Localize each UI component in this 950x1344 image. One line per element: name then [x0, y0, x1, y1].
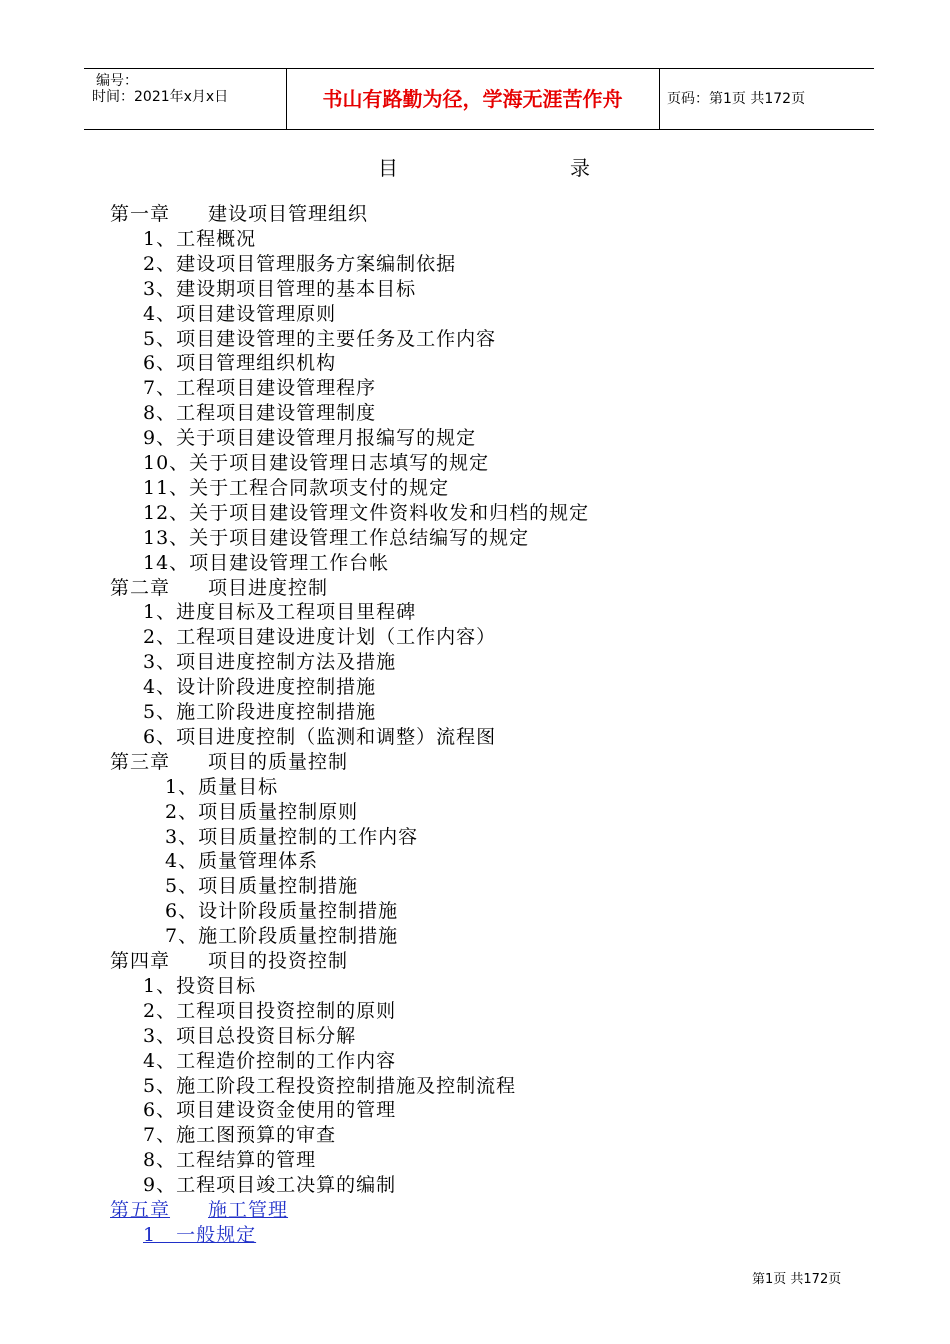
toc-item-link[interactable]: 1 一般规定 — [143, 1223, 257, 1246]
header-motto: 书山有路勤为径，学海无涯苦作舟 — [286, 69, 660, 129]
chapter-number: 第三章 — [110, 750, 171, 773]
toc-item: 7、工程项目建设管理程序 — [143, 377, 377, 400]
toc-item: 7、施工图预算的审查 — [143, 1124, 337, 1147]
toc-item: 14、项目建设管理工作台帐 — [143, 551, 390, 574]
toc-item: 3、项目进度控制方法及措施 — [143, 651, 397, 674]
toc-item: 5、项目建设管理的主要任务及工作内容 — [143, 327, 497, 350]
toc-item: 5、施工阶段工程投资控制措施及控制流程 — [143, 1074, 517, 1097]
toc-chapter — [110, 202, 368, 226]
toc-item: 2、建设项目管理服务方案编制依据 — [143, 252, 457, 275]
chapter-title: 施工管理 — [208, 1199, 289, 1221]
toc-chapter — [110, 949, 348, 973]
toc-title-left: 目 — [378, 156, 398, 180]
toc-item: 1、进度目标及工程项目里程碑 — [143, 601, 417, 624]
chapter-title: 项目进度控制 — [208, 576, 329, 599]
toc-item: 1、质量目标 — [165, 775, 279, 798]
toc-item: 8、工程项目建设管理制度 — [143, 402, 377, 425]
toc-item: 4、工程造价控制的工作内容 — [143, 1049, 397, 1072]
chapter-title: 建设项目管理组织 — [208, 203, 369, 225]
toc-item: 10、关于项目建设管理日志填写的规定 — [143, 452, 490, 474]
toc-chapter-link[interactable] — [110, 1198, 288, 1222]
toc-item: 6、项目进度控制（监测和调整）流程图 — [143, 725, 497, 748]
toc-item: 8、工程结算的管理 — [143, 1149, 317, 1172]
toc-item: 3、项目总投资目标分解 — [143, 1024, 357, 1047]
toc-item: 6、项目管理组织机构 — [143, 352, 337, 375]
time-label: 时间：2021年x月x日 — [92, 89, 229, 105]
chapter-number: 第二章 — [110, 576, 171, 599]
toc-item: 4、项目建设管理原则 — [143, 302, 337, 325]
chapter-number: 第四章 — [110, 950, 171, 972]
toc-item: 13、关于项目建设管理工作总结编写的规定 — [143, 526, 530, 549]
chapter-title: 项目的投资控制 — [208, 950, 349, 972]
toc-title-right: 录 — [570, 156, 590, 180]
toc-item: 2、工程项目建设进度计划（工作内容） — [143, 626, 497, 649]
toc-item: 7、施工阶段质量控制措施 — [165, 925, 399, 948]
header-meta-cell — [84, 69, 287, 129]
toc-item: 3、建设期项目管理的基本目标 — [143, 277, 417, 300]
number-label: 编号： — [96, 73, 138, 89]
document-header — [84, 68, 874, 130]
toc-item: 6、设计阶段质量控制措施 — [165, 900, 399, 923]
toc-item: 6、项目建设资金使用的管理 — [143, 1099, 397, 1122]
chapter-number: 第五章 — [110, 1199, 171, 1221]
toc-item: 12、关于项目建设管理文件资料收发和归档的规定 — [143, 501, 590, 524]
toc-chapter — [110, 576, 328, 600]
toc-item: 1、投资目标 — [143, 974, 257, 997]
header-page-info: 页码：第1页 共172页 — [667, 91, 806, 107]
toc-item: 2、项目质量控制原则 — [165, 800, 359, 823]
toc-item: 4、质量管理体系 — [165, 850, 319, 873]
toc-item: 11、关于工程合同款项支付的规定 — [143, 476, 450, 499]
chapter-title: 项目的质量控制 — [208, 750, 349, 773]
toc-item: 1、工程概况 — [143, 227, 257, 250]
toc-item: 5、项目质量控制措施 — [165, 875, 359, 898]
chapter-number: 第一章 — [110, 203, 171, 225]
toc-item: 9、工程项目竣工决算的编制 — [143, 1174, 397, 1197]
toc-item: 2、工程项目投资控制的原则 — [143, 999, 397, 1022]
toc-item: 5、施工阶段进度控制措施 — [143, 701, 377, 723]
toc-title — [378, 152, 590, 181]
toc-item: 4、设计阶段进度控制措施 — [143, 676, 377, 699]
toc-item: 3、项目质量控制的工作内容 — [165, 825, 419, 848]
toc-item: 9、关于项目建设管理月报编写的规定 — [143, 427, 477, 450]
toc-chapter — [110, 750, 348, 774]
footer-page-info: 第1页 共172页 — [752, 1272, 842, 1287]
